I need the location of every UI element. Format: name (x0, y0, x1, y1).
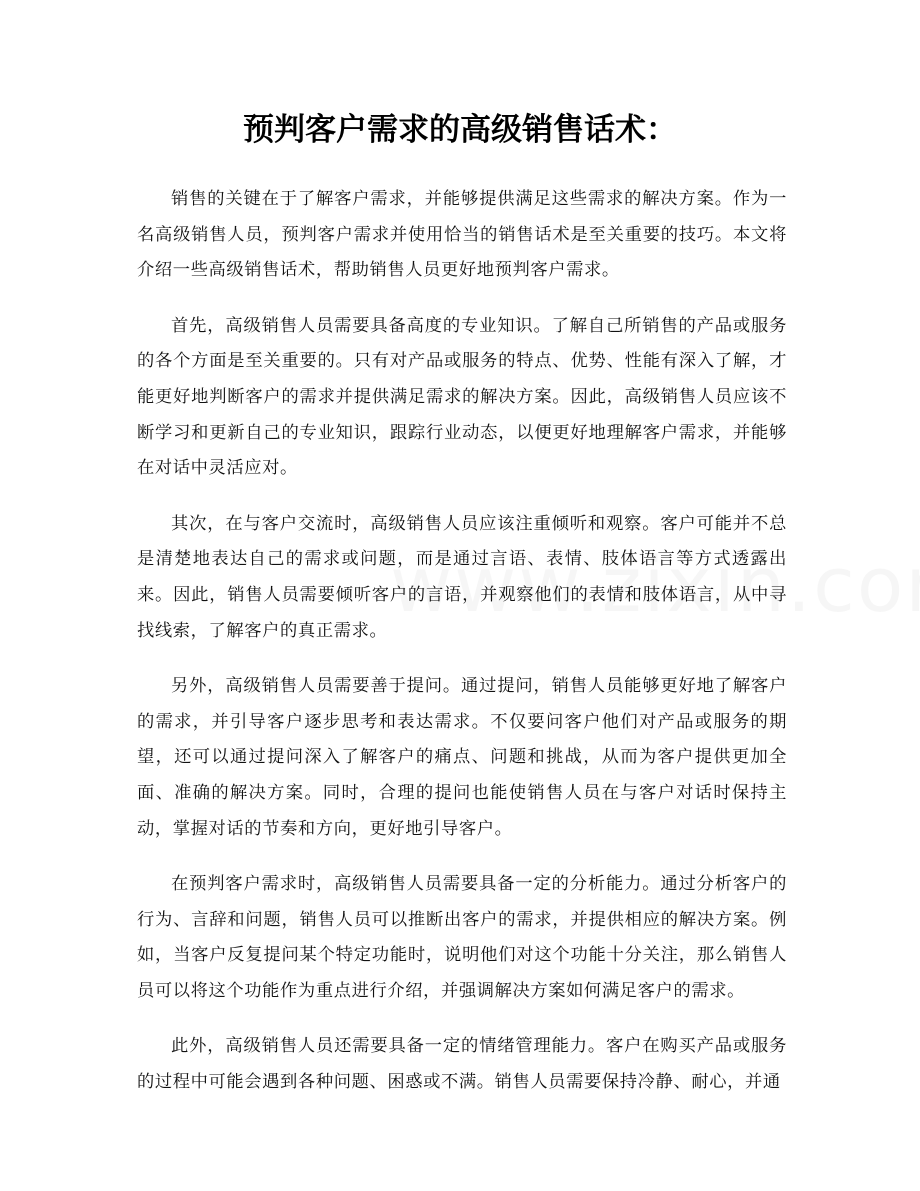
paragraph-3: 其次，在与客户交流时，高级销售人员应该注重倾听和观察。客户可能并不总是清楚地表达自己的需求或问题，而是通过言语、表情、肢体语言等方式透露出来。因此，销售人员需要倾听客户的言语，并观察他们的表情和肢体语言，从中寻找线索，了解客户的真正需求。 (137, 513, 787, 641)
paragraph-5: 在预判客户需求时，高级销售人员需要具备一定的分析能力。通过分析客户的行为、言辞和问题，销售人员可以推断出客户的需求，并提供相应的解决方案。例如，当客户反复提问某个特定功能时，说明他们对这个功能十分关注，那么销售人员可以将这个功能作为重点进行介绍，并强调解决方案如何满足客户的需求。 (137, 874, 787, 1001)
paragraph-6: 此外，高级销售人员还需要具备一定的情绪管理能力。客户在购买产品或服务的过程中可能会遇到各种问题、困惑或不满。销售人员需要保持冷静、耐心，并通 (137, 1036, 787, 1093)
paragraph-2: 首先，高级销售人员需要具备高度的专业知识。了解自己所销售的产品或服务的各个方面是至关重要的。只有对产品或服务的特点、优势、性能有深入了解，才能更好地判断客户的需求并提供满足需求的解决方案。因此，高级销售人员应该不断学习和更新自己的专业知识，跟踪行业动态，以便更好地理解客户需求，并能够在对话中灵活应对。 (137, 315, 787, 479)
paragraph-4: 另外，高级销售人员需要善于提问。通过提问，销售人员能够更好地了解客户的需求，并引导客户逐步思考和表达需求。不仅要问客户他们对产品或服务的期望，还可以通过提问深入了解客户的痛点、问题和挑战，从而为客户提供更加全面、准确的解决方案。同时，合理的提问也能使销售人员在与客户对话时保持主动，掌握对话的节奏和方向，更好地引导客户。 (137, 676, 787, 839)
paragraph-1: 销售的关键在于了解客户需求，并能够提供满足这些需求的解决方案。作为一名高级销售人员，预判客户需求并使用恰当的销售话术是至关重要的技巧。本文将介绍一些高级销售话术，帮助销售人员更好地预判客户需求。 (137, 189, 787, 281)
document-title: 预判客户需求的高级销售话术： (243, 112, 677, 148)
document-body (137, 182, 787, 1121)
